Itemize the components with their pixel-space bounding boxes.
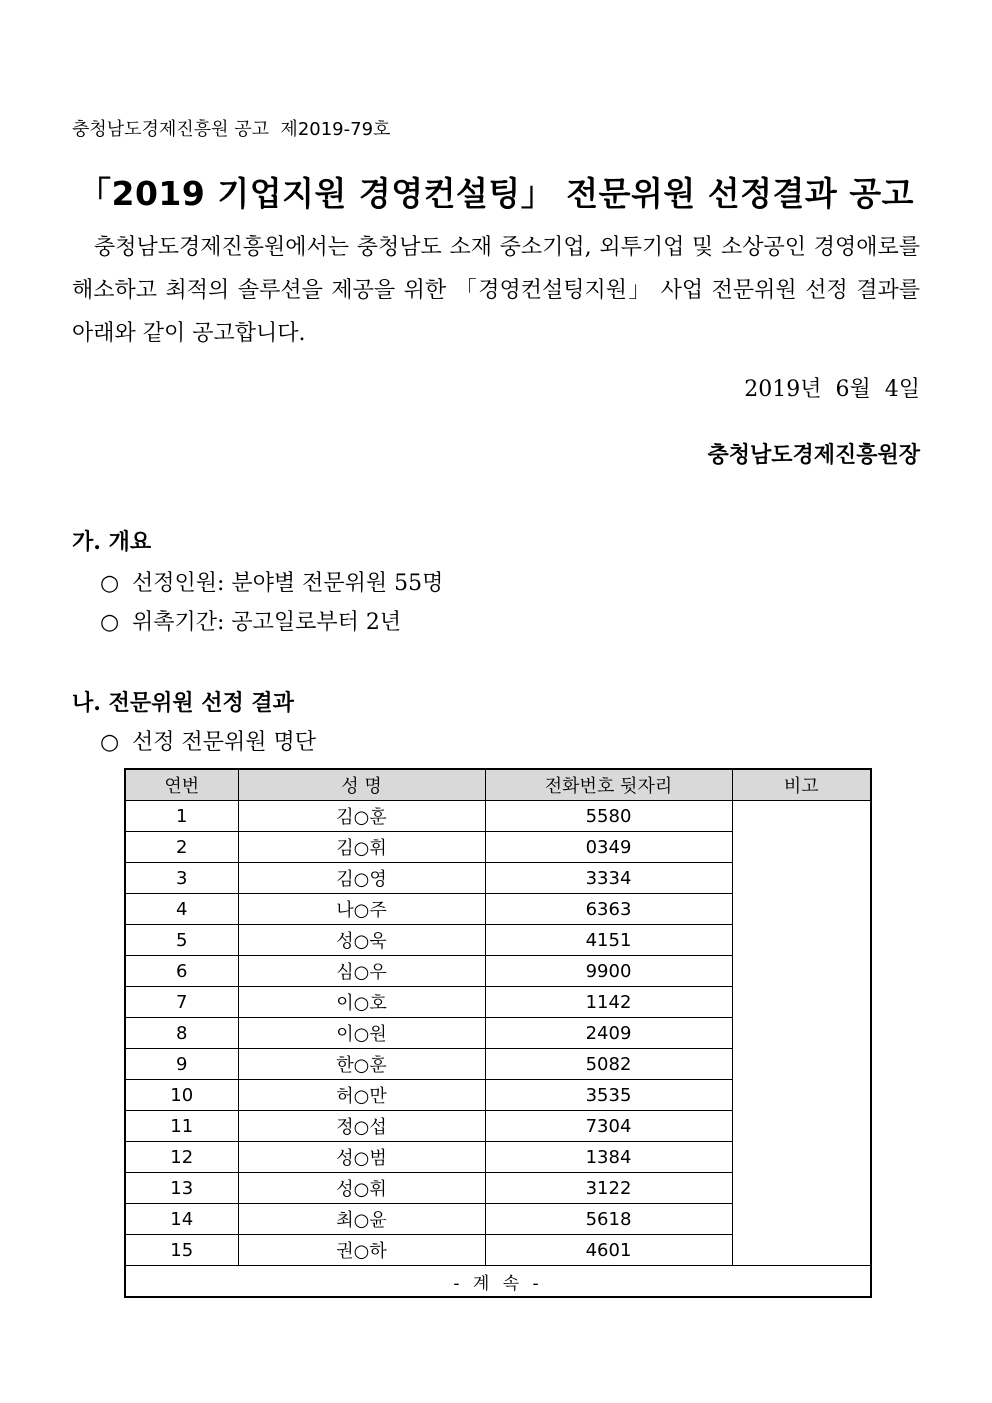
cell-name: 김○훈: [238, 801, 485, 832]
cell-name: 최○윤: [238, 1204, 485, 1235]
cell-no: 12: [125, 1142, 238, 1173]
cell-no: 8: [125, 1018, 238, 1049]
cell-no: 10: [125, 1080, 238, 1111]
header-phone: 전화번호 뒷자리: [485, 769, 732, 801]
cell-no: 6: [125, 956, 238, 987]
expert-roster-table: [124, 768, 872, 1298]
issuer-name: 충청남도경제진흥원장: [707, 442, 920, 468]
cell-name: 성○휘: [238, 1173, 485, 1204]
table-header-row: [125, 769, 871, 801]
cell-phone: 7304: [485, 1111, 732, 1142]
header-name: 성 명: [238, 769, 485, 801]
cell-phone: 9900: [485, 956, 732, 987]
cell-name: 성○욱: [238, 925, 485, 956]
cell-phone: 3334: [485, 863, 732, 894]
header-remark: 비고: [732, 769, 871, 801]
cell-no: 7: [125, 987, 238, 1018]
cell-phone: 1384: [485, 1142, 732, 1173]
section-b-heading: 나. 전문위원 선정 결과: [72, 690, 294, 716]
cell-phone: 3535: [485, 1080, 732, 1111]
cell-name: 성○범: [238, 1142, 485, 1173]
cell-phone: 4151: [485, 925, 732, 956]
roster-bullet: [100, 725, 316, 756]
cell-phone: 2409: [485, 1018, 732, 1049]
cell-name: 김○영: [238, 863, 485, 894]
cell-phone: 1142: [485, 987, 732, 1018]
cell-no: 2: [125, 832, 238, 863]
table-body: [125, 801, 871, 1266]
cell-no: 4: [125, 894, 238, 925]
cell-phone: 3122: [485, 1173, 732, 1204]
cell-phone: 5618: [485, 1204, 732, 1235]
cell-phone: 5580: [485, 801, 732, 832]
cell-phone: 5082: [485, 1049, 732, 1080]
bullet-text: 선정인원: 분야별 전문위원 55명: [132, 571, 444, 596]
continued-row: [125, 1266, 871, 1298]
cell-name: 정○섭: [238, 1111, 485, 1142]
header-no: 연번: [125, 769, 238, 801]
cell-no: 15: [125, 1235, 238, 1266]
cell-name: 권○하: [238, 1235, 485, 1266]
bullet-mark: ○: [100, 610, 120, 635]
cell-phone: 4601: [485, 1235, 732, 1266]
cell-name: 심○우: [238, 956, 485, 987]
cell-name: 한○훈: [238, 1049, 485, 1080]
cell-no: 11: [125, 1111, 238, 1142]
overview-bullet-count: [100, 566, 443, 597]
bullet-mark: ○: [100, 571, 120, 596]
notice-number: 충청남도경제진흥원 공고 제2019-79호: [72, 119, 391, 140]
cell-remark: [732, 801, 871, 1266]
bullet-mark: ○: [100, 730, 120, 755]
continued-note: - 계 속 -: [125, 1266, 871, 1298]
overview-bullet-period: [100, 605, 401, 636]
bullet-text: 위촉기간: 공고일로부터 2년: [132, 610, 402, 635]
cell-no: 13: [125, 1173, 238, 1204]
cell-name: 김○휘: [238, 832, 485, 863]
notice-date: 2019년 6월 4일: [744, 377, 920, 402]
section-a-heading: 가. 개요: [72, 529, 152, 555]
bullet-text: 선정 전문위원 명단: [132, 730, 317, 755]
cell-no: 5: [125, 925, 238, 956]
cell-phone: 0349: [485, 832, 732, 863]
document-title: 「2019 기업지원 경영컨설팅」 전문위원 선정결과 공고: [78, 174, 914, 213]
cell-name: 나○주: [238, 894, 485, 925]
table-row: [125, 801, 871, 832]
cell-no: 3: [125, 863, 238, 894]
cell-no: 1: [125, 801, 238, 832]
cell-name: 이○원: [238, 1018, 485, 1049]
cell-no: 9: [125, 1049, 238, 1080]
cell-name: 허○만: [238, 1080, 485, 1111]
cell-phone: 6363: [485, 894, 732, 925]
cell-name: 이○호: [238, 987, 485, 1018]
intro-text: 충청남도경제진흥원에서는 충청남도 소재 중소기업, 외투기업 및 소상공인 경영애로를 해소하고 최적의 솔루션을 제공을 위한 「경영컨설팅지원」 사업 전문위원 선정 결과를 아래와 같이 공고합니다.: [72, 235, 920, 346]
cell-no: 14: [125, 1204, 238, 1235]
intro-paragraph: [72, 226, 920, 355]
